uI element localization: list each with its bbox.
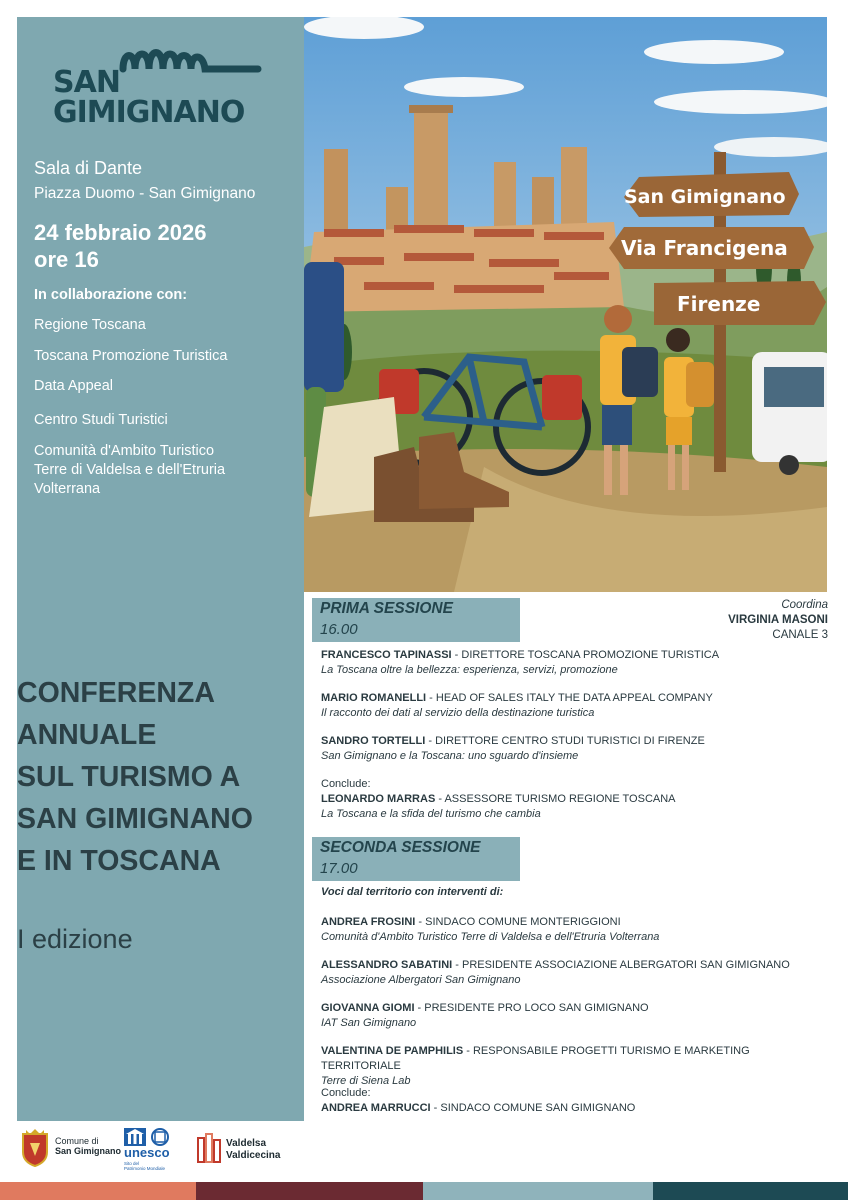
speaker-name: LEONARDO MARRAS <box>321 793 436 805</box>
partner-item: Data Appeal <box>34 378 114 394</box>
event-date: 24 febbraio 2026 <box>34 220 207 245</box>
speaker-name: ANDREA FROSINI <box>321 916 416 928</box>
speaker-role: - RESPONSABILE PROGETTI TURISMO E MARKETING TERRITORIALE <box>321 1045 750 1072</box>
speaker-name: GIOVANNA GIOMI <box>321 1002 415 1014</box>
moderator-org: CANALE 3 <box>772 629 828 641</box>
speaker-topic: Terre di Siena Lab <box>321 1075 411 1087</box>
speaker-name: ALESSANDRO SABATINI <box>321 959 453 971</box>
event-date-time <box>34 219 206 273</box>
unesco-sub2: Patrimonio Mondiale <box>124 1166 166 1171</box>
title-line: SUL TURISMO A <box>17 761 241 793</box>
partner-item: Centro Studi Turistici <box>34 412 168 428</box>
stripe-segment <box>423 1182 653 1200</box>
speaker-role: - HEAD OF SALES ITALY THE DATA APPEAL COMPANY <box>426 692 713 704</box>
speaker-topic: IAT San Gimignano <box>321 1017 417 1029</box>
speaker-name: VALENTINA DE PAMPHILIS <box>321 1045 464 1057</box>
session-title: PRIMA SESSIONE <box>320 600 453 617</box>
venue-hall: Sala di Dante <box>34 158 143 178</box>
partner-item: Comunità d'Ambito Turistico <box>34 443 215 459</box>
speaker-entry <box>321 1086 821 1116</box>
stripe-segment <box>0 1182 196 1200</box>
event-time: ore 16 <box>34 247 99 272</box>
speaker-entry <box>321 1044 821 1089</box>
edition-label: I edizione <box>17 924 133 954</box>
speaker-role: - PRESIDENTE ASSOCIAZIONE ALBERGATORI SAN GIMIGNANO <box>452 959 790 971</box>
moderator-block <box>728 598 828 643</box>
unesco-wordmark: unesco <box>124 1145 170 1160</box>
speaker-entry <box>321 777 821 822</box>
sign-firenze: Firenze <box>677 292 761 316</box>
conference-title <box>17 672 287 882</box>
speaker-topic: La Toscana oltre la bellezza: esperienza, servizi, promozione <box>321 664 618 676</box>
speaker-role: - SINDACO COMUNE MONTERIGGIONI <box>415 916 621 928</box>
partner-item: Toscana Promozione Turistica <box>34 348 228 364</box>
comune-line2: San Gimignano <box>55 1146 122 1156</box>
speaker-name: ANDREA MARRUCCI <box>321 1102 431 1114</box>
san-gimignano-logo <box>53 43 273 133</box>
conclude-label: Conclude: <box>321 1087 371 1099</box>
unesco-sub1: Sito del <box>124 1161 140 1166</box>
speaker-topic: La Toscana e la sfida del turismo che cambia <box>321 808 541 820</box>
speaker-topic: San Gimignano e la Toscana: uno sguardo d'insieme <box>321 750 579 762</box>
unesco-temple-icon <box>124 1128 174 1146</box>
speaker-entry <box>321 1001 821 1031</box>
speaker-entry <box>321 734 821 764</box>
moderator-label: Coordina <box>781 599 828 611</box>
speaker-topic: Comunità d'Ambito Turistico Terre di Valdelsa e dell'Etruria Volterrana <box>321 931 660 943</box>
session-title: SECONDA SESSIONE <box>320 839 481 856</box>
speaker-role: - ASSESSORE TURISMO REGIONE TOSCANA <box>435 793 676 805</box>
title-line: E IN TOSCANA <box>17 845 221 877</box>
speaker-name: FRANCESCO TAPINASSI <box>321 649 452 661</box>
coat-of-arms-icon <box>20 1128 50 1168</box>
valdelsa-towers-icon <box>196 1132 222 1166</box>
speaker-role: - PRESIDENTE PRO LOCO SAN GIMIGNANO <box>414 1002 649 1014</box>
conclude-label: Conclude: <box>321 778 371 790</box>
speaker-role: - DIRETTORE TOSCANA PROMOZIONE TURISTICA <box>451 649 720 661</box>
title-line: ANNUALE <box>17 719 157 751</box>
left-panel <box>17 17 304 1121</box>
partner-item: Terre di Valdelsa e dell'Etruria <box>34 462 226 478</box>
stripe-segment <box>196 1182 423 1200</box>
session-intro: Voci dal territorio con interventi di: <box>321 886 504 898</box>
logo-line2: GIMIGNANO <box>53 95 245 130</box>
session-header <box>312 598 520 642</box>
speaker-role: - DIRETTORE CENTRO STUDI TURISTICI DI FIRENZE <box>425 735 705 747</box>
landscape-image <box>304 17 827 592</box>
session-time: 16.00 <box>320 621 358 638</box>
session-header <box>312 837 520 881</box>
title-line: CONFERENZA <box>17 677 215 709</box>
speaker-entry <box>321 915 821 945</box>
session-time: 17.00 <box>320 860 358 877</box>
sign-san-gimignano: San Gimignano <box>624 186 786 208</box>
valdelsa-line2: Valdicecina <box>226 1150 281 1161</box>
partner-item: Volterrana <box>34 481 101 497</box>
speaker-topic: Il racconto dei dati al servizio della destinazione turistica <box>321 707 595 719</box>
valdelsa-line1: Valdelsa <box>226 1138 267 1149</box>
speaker-name: SANDRO TORTELLI <box>321 735 426 747</box>
comune-line1: Comune di <box>55 1136 99 1146</box>
partner-item: Regione Toscana <box>34 317 146 333</box>
speaker-entry <box>321 958 821 988</box>
venue-address: Piazza Duomo - San Gimignano <box>34 185 256 202</box>
collaboration-heading: In collaborazione con: <box>34 287 188 303</box>
speaker-topic: Associazione Albergatori San Gimignano <box>321 974 521 986</box>
moderator-name: VIRGINIA MASONI <box>728 614 828 626</box>
speaker-name: MARIO ROMANELLI <box>321 692 427 704</box>
stripe-segment <box>653 1182 848 1200</box>
speaker-entry <box>321 648 821 678</box>
sign-via-francigena: Via Francigena <box>621 236 788 260</box>
speaker-role: - SINDACO COMUNE SAN GIMIGNANO <box>430 1102 636 1114</box>
speaker-entry <box>321 691 821 721</box>
title-line: SAN GIMIGNANO <box>17 803 253 835</box>
tuscany-illustration <box>304 17 827 592</box>
logo-line1: SAN <box>53 65 120 100</box>
